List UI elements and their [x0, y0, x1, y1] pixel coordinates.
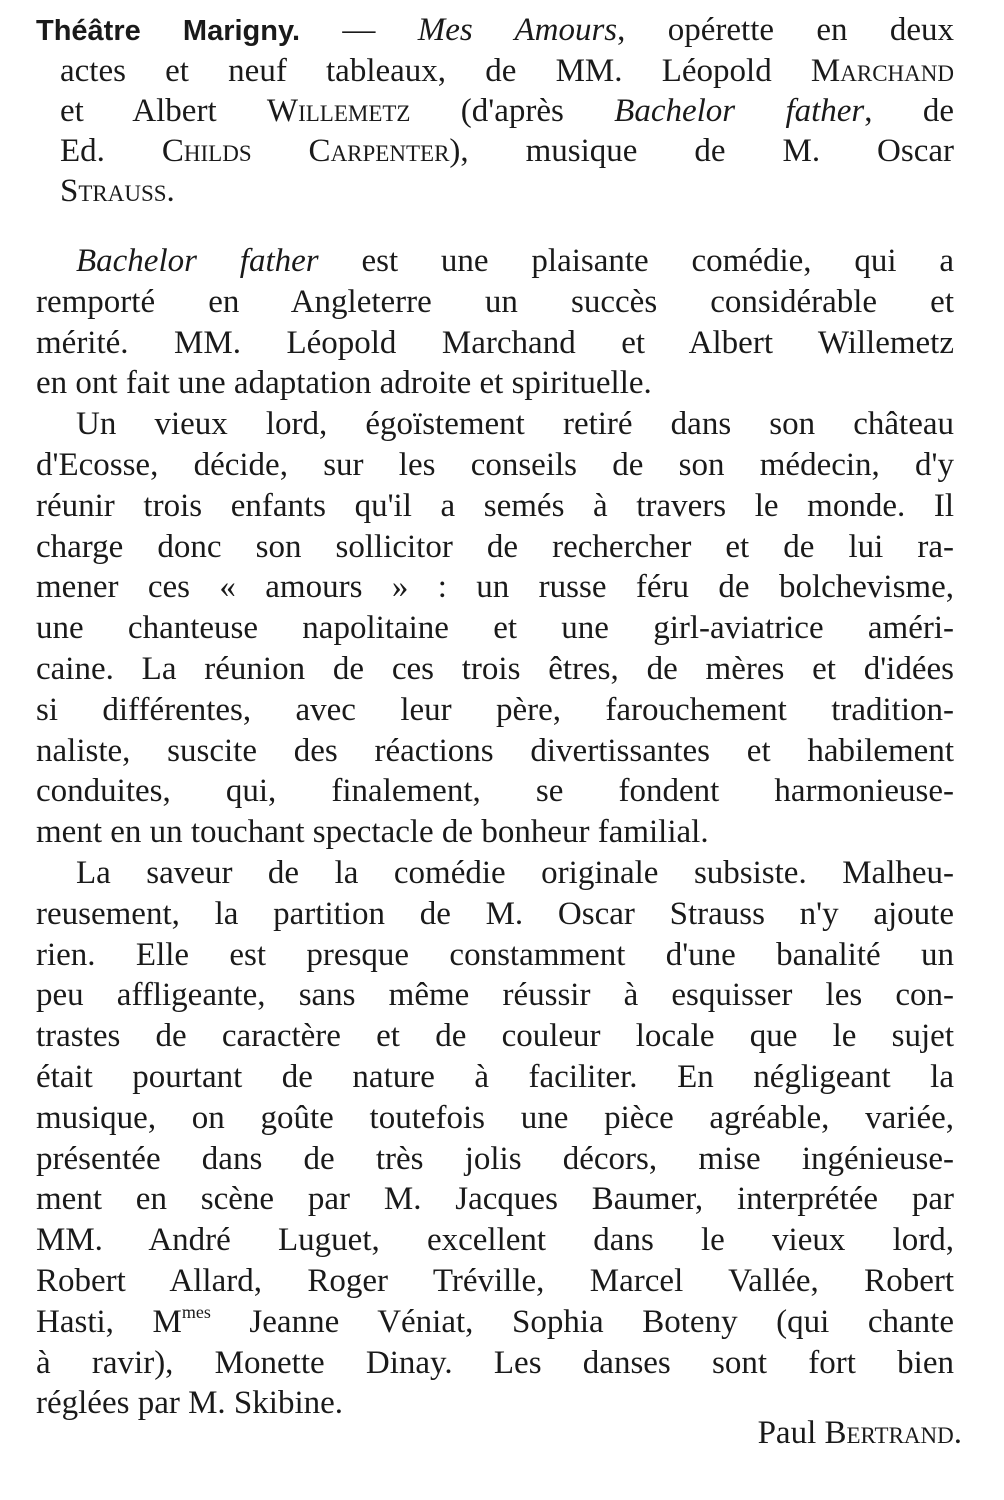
line-text: ment en un touchant spectacle de bonheur familial.: [36, 814, 709, 851]
line-text: Un vieux lord, égoïstement retiré dans son château: [76, 406, 954, 443]
line-text: si différentes, avec leur père, farouchement tradition-: [36, 691, 954, 728]
line-text: trastes de caractère et de couleur locale que le sujet: [36, 1018, 954, 1055]
text-line: [36, 1179, 954, 1220]
review-body: [36, 241, 954, 1424]
text-line: [36, 935, 954, 976]
line-text: Hasti, M: [36, 1303, 182, 1340]
signature: Paul Bertrand.: [757, 1415, 962, 1451]
text-line: [36, 1098, 954, 1139]
line-text: reusement, la partition de M. Oscar Strauss n'y ajoute: [36, 895, 954, 932]
heading-line-1: [36, 10, 954, 51]
text-line: [36, 975, 954, 1016]
text-line: [36, 812, 954, 853]
line-text-continued: Jeanne Véniat, Sophia Boteny (qui chante: [210, 1303, 955, 1340]
line-text: musique, on goûte toutefois une pièce agréable, variée,: [36, 1099, 954, 1136]
line-text: La saveur de la comédie originale subsiste. Malheu-: [76, 854, 954, 891]
signature-first-name: Paul: [757, 1415, 825, 1451]
line-text: d'Ecosse, décide, sur les conseils de son médecin, d'y: [36, 446, 954, 483]
line-text: était pourtant de nature à faciliter. En négligeant la: [36, 1058, 954, 1095]
heading-line-3: et Albert Willemetz (d'après Bachelor father, de: [60, 93, 954, 129]
author-marchand: Marchand: [810, 53, 954, 89]
text-line: [36, 608, 954, 649]
line-text: charge donc son sollicitor de rechercher et de lui ra-: [36, 528, 954, 565]
paragraph: [36, 241, 954, 404]
heading-line-2: actes et neuf tableaux, de MM. Léopold Marchand: [60, 53, 954, 89]
spacer: [36, 211, 954, 241]
text-line: [36, 241, 954, 282]
text-line: [36, 771, 954, 812]
paragraph: [36, 853, 954, 1424]
line-text: en ont fait une adaptation adroite et spirituelle.: [36, 365, 652, 402]
superscript: mes: [181, 1301, 211, 1322]
text-line: [36, 445, 954, 486]
composer-strauss: Strauss: [60, 173, 167, 209]
line-text: ment en scène par M. Jacques Baumer, interprétée par: [36, 1181, 954, 1218]
italic-title: Bachelor father: [76, 243, 319, 279]
line-text: présentée dans de très jolis décors, mise ingénieuse-: [36, 1140, 954, 1177]
author-willemetz: Willemetz: [266, 93, 411, 129]
text-line: [36, 1016, 954, 1057]
text-line: [36, 853, 954, 894]
text-line: [36, 527, 954, 568]
line-text: une chanteuse napolitaine et une girl-aviatrice améri-: [36, 610, 954, 647]
line-text: réglées par M. Skibine.: [36, 1385, 344, 1422]
signature-last-name: Bertrand: [824, 1415, 954, 1451]
line-text: rien. Elle est presque constamment d'une banalité un: [36, 936, 954, 973]
paragraph: [36, 404, 954, 853]
text-line: [36, 1139, 954, 1180]
author-carpenter: Childs Carpenter: [161, 133, 450, 169]
heading-line-4: Ed. Childs Carpenter), musique de M. Oscar: [60, 133, 954, 169]
text-line: [36, 486, 954, 527]
text-line: [36, 649, 954, 690]
text-line: [36, 731, 954, 772]
text-line: [36, 1302, 954, 1343]
text-line: [36, 1057, 954, 1098]
venue-name: Théâtre Marigny.: [36, 15, 301, 47]
text-line: [36, 894, 954, 935]
review-heading: [36, 10, 954, 211]
heading-line-5: Strauss.: [60, 173, 175, 209]
heading-dash: —: [300, 12, 418, 48]
text-line: [36, 690, 954, 731]
text-line: [36, 1261, 954, 1302]
line-text: mener ces « amours » : un russe féru de bolchevisme,: [36, 569, 954, 606]
line-text: remporté en Angleterre un succès considérable et: [36, 283, 954, 320]
text-line: [36, 282, 954, 323]
text-line: [36, 1220, 954, 1261]
line-text: mérité. MM. Léopold Marchand et Albert Willemetz: [36, 324, 954, 361]
line-text: à ravir), Monette Dinay. Les danses sont fort bien: [36, 1344, 954, 1381]
text-line: [36, 323, 954, 364]
line-text: conduites, qui, finalement, se fondent harmonieuse-: [36, 773, 954, 810]
text-line: [36, 567, 954, 608]
source-title: Bachelor father: [614, 93, 865, 129]
line-text: peu affligeante, sans même réussir à esquisser les con-: [36, 977, 954, 1014]
text-line: [36, 363, 954, 404]
text-line: [36, 404, 954, 445]
heading-line-1-rest: , opérette en deux: [617, 12, 955, 48]
line-text: Robert Allard, Roger Tréville, Marcel Vallée, Robert: [36, 1262, 954, 1299]
review-article: [36, 10, 954, 1424]
line-text: réunir trois enfants qu'il a semés à travers le monde. Il: [36, 487, 954, 524]
line-text: MM. André Luguet, excellent dans le vieux lord,: [36, 1222, 954, 1259]
line-text: caine. La réunion de ces trois êtres, de mères et d'idées: [36, 650, 954, 687]
line-text: naliste, suscite des réactions divertissantes et habilement: [36, 732, 954, 769]
text-line: [36, 1343, 954, 1384]
work-title: Mes Amours: [417, 12, 618, 48]
line-text: est une plaisante comédie, qui a: [318, 243, 955, 279]
